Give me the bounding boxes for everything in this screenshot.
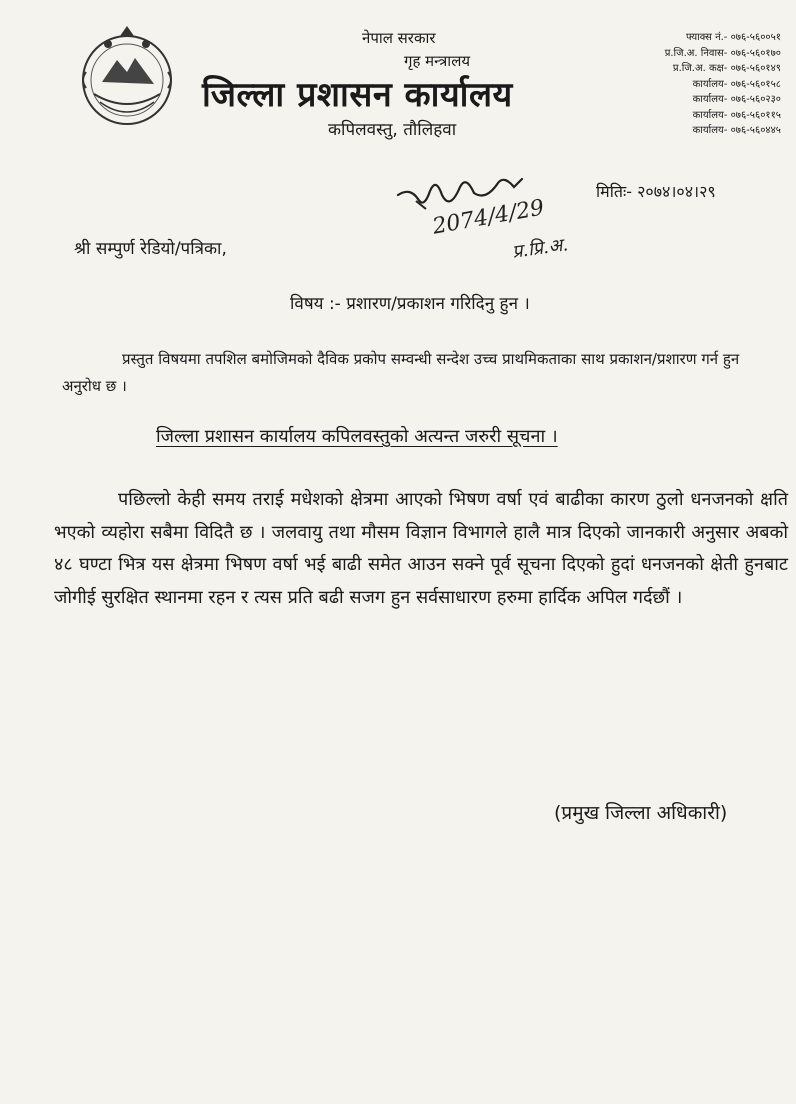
- notice-body: पछिल्लो केही समय तराई मधेशको क्षेत्रमा आएको भिषण वर्षा एवं बाढीका कारण ठुलो धनजनको क्षति भएको व्यहोरा सबैमा विदितै छ । जलवायु तथा मौसम विज्ञान विभागले हालै मात्र दिएको जानकारी अनुसार अबको ४८ घण्टा भित्र यस क्षेत्रमा भिषण वर्षा भई बाढी समेत आउन सक्ने पूर्व सूचना दिएको हुदां धनजनको क्षेती हुनबाट जोगीई सुरक्षित स्थानमा रहन र त्यस प्रति बढी सजग हुन सर्वसाधारण हरुमा हार्दिक अपिल गर्दछौं ।: [54, 489, 788, 608]
- handwritten-note: 2074/4/29: [430, 195, 547, 240]
- contact-line: प्र.जि.अ. निवास- ०७६-५६०१७०: [664, 47, 781, 59]
- handwritten-note: प्र.प्रि.अ.: [510, 234, 570, 263]
- notice-heading: जिल्ला प्रशासन कार्यालय कपिलवस्तुको अत्यन्त जरुरी सूचना ।: [156, 426, 558, 447]
- office-title: जिल्ला प्रशासन कार्यालय: [202, 75, 513, 115]
- government-name: नेपाल सरकार: [362, 29, 436, 47]
- recipient: श्री सम्पुर्ण रेडियो/पत्रिका,: [74, 239, 227, 259]
- signatory-title: (प्रमुख जिल्ला अधिकारी): [554, 802, 728, 824]
- letter-date: मितिः- २०७४।०४।२९: [596, 182, 716, 201]
- contact-line: कार्यालय- ०७६-५६०२३०: [692, 94, 781, 105]
- intro-paragraph: प्रस्तुत विषयमा तपशिल बमोजिमको दैविक प्रकोप सम्वन्धी सन्देश उच्च प्राथमिकताका साथ प्रकाशन/प्रशारण गर्न हुन अनुरोध छ ।: [62, 350, 740, 395]
- contact-line: कार्यालय- ०७६-५६०११५: [692, 109, 781, 121]
- ministry-name: गृह मन्त्रालय: [404, 52, 471, 70]
- contact-line: फ्याक्स नं.- ०७६-५६००५१: [685, 32, 781, 43]
- contact-line: कार्यालय- ०७६-५६०१५८: [692, 78, 781, 90]
- subject-line: विषय :- प्रशारण/प्रकाशन गरिदिनु हुन ।: [290, 294, 530, 314]
- contact-line: कार्यालय- ०७६-५६०४४५: [692, 125, 781, 136]
- office-location: कपिलवस्तु, तौलिहवा: [328, 120, 457, 140]
- contact-line: प्र.जि.अ. कक्ष- ०७६-५६०१४९: [672, 63, 781, 74]
- contact-list: [556, 30, 781, 139]
- nepal-emblem-icon: [72, 22, 182, 132]
